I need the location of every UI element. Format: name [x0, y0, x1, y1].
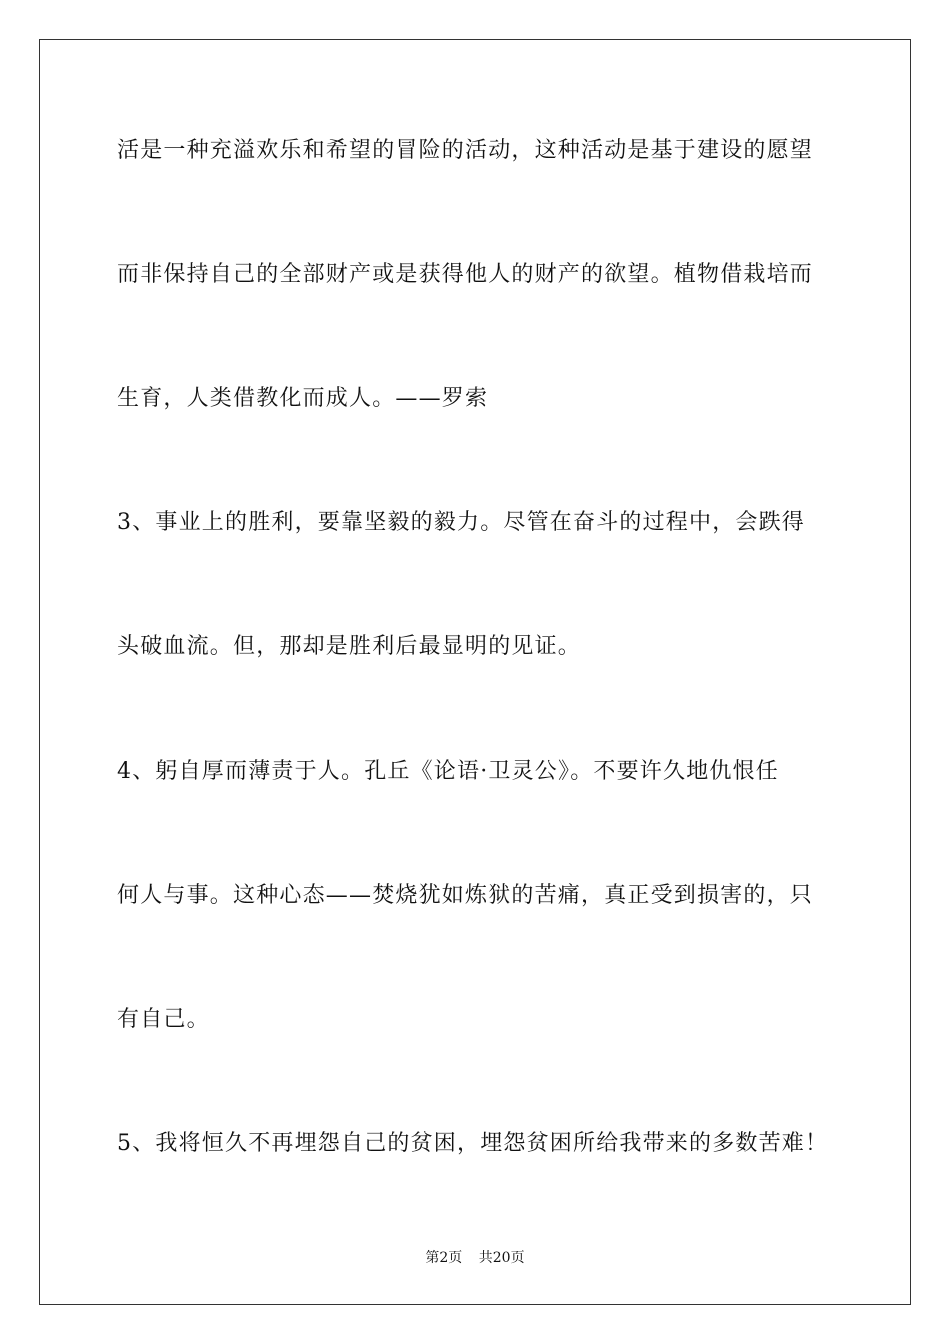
text-line: 3、事业上的胜利，要靠坚毅的毅力。尽管在奋斗的过程中，会跌得 — [117, 510, 805, 535]
text-line: 5、我将恒久不再埋怨自己的贫困，埋怨贫困所给我带来的多数苦难！ — [117, 1131, 829, 1156]
text-line: 生育，人类借教化而成人。——罗索 — [117, 386, 489, 411]
text-line: 何人与事。这种心态——焚烧犹如炼狱的苦痛，真正受到损害的，只 — [117, 883, 814, 908]
page-footer — [0, 1249, 950, 1267]
text-line: 活是一种充溢欢乐和希望的冒险的活动，这种活动是基于建设的愿望 — [117, 138, 814, 163]
page-total: 共20页 — [478, 1250, 525, 1266]
text-line: 头破血流。但，那却是胜利后最显明的见证。 — [117, 634, 582, 659]
page-border — [39, 39, 911, 1305]
text-line: 4、躬自厚而薄责于人。孔丘《论语·卫灵公》。不要许久地仇恨任 — [117, 759, 779, 784]
page-number: 第2页 — [425, 1250, 463, 1266]
text-line: 有自己。 — [117, 1007, 210, 1032]
text-line: 而非保持自己的全部财产或是获得他人的财产的欲望。植物借栽培而 — [117, 262, 814, 287]
